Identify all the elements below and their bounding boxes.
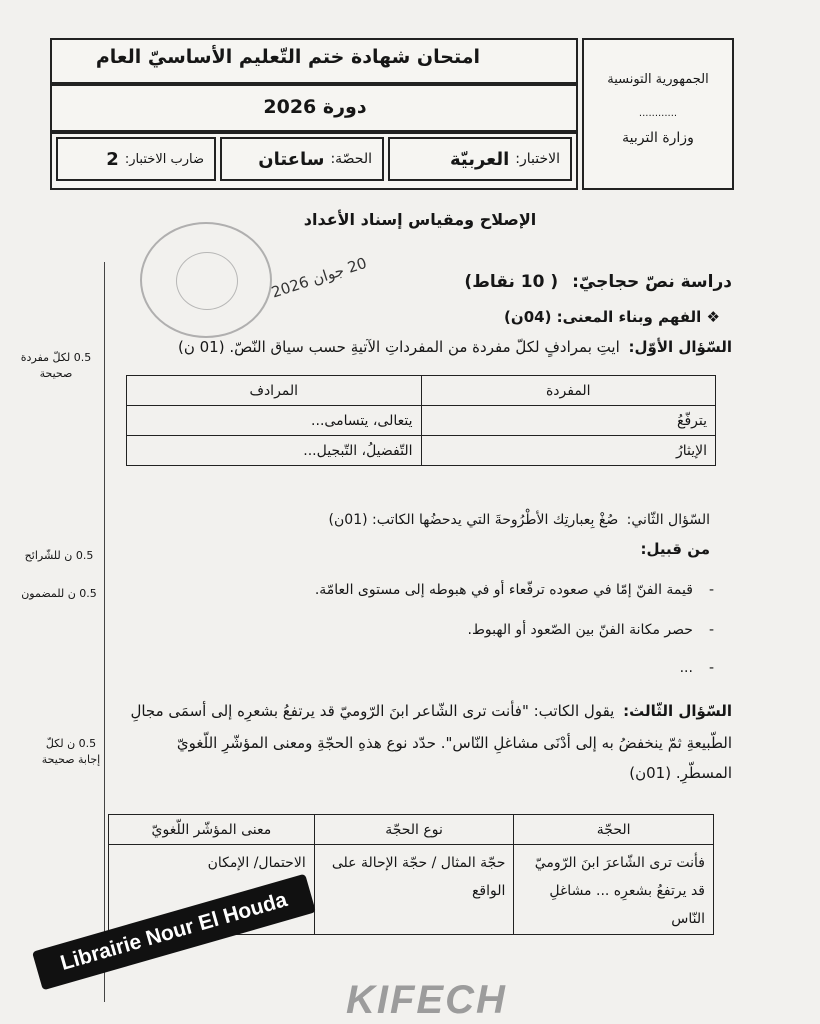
section-points: ( 10 نقاط) — [464, 272, 559, 292]
bullet-dash: - — [708, 660, 714, 676]
section-title: دراسة نصّ حجاجيّ: — [572, 272, 732, 292]
ministry-label: وزارة التربية — [622, 130, 694, 146]
stamp-date: 20 جوان 2026 — [269, 253, 369, 302]
q1-row2-word: الإيثارُ — [421, 436, 716, 466]
header-dots: ............ — [638, 108, 678, 119]
duration-cell — [220, 137, 384, 181]
q1-header-word: المفردة — [421, 376, 716, 406]
exam-title: امتحان شهادة ختم التّعليم الأساسيّ العام — [95, 46, 480, 68]
session-label: دورة 2026 — [263, 96, 367, 118]
kifech-watermark: KIFECH — [346, 978, 507, 1022]
q1-header-synonym: المرادف — [127, 376, 422, 406]
q2-text: صُغْ بِعبارتِك الأطْرُوحةَ التي يدحضُها الكاتب: (01ن) — [328, 512, 619, 528]
q3-cell-argument: فأنت ترى الشّاعرَ ابنَ الرّوميّ قد يرتفعُ بشعرِه ... مشاغلِ النّاس — [514, 845, 714, 935]
bullet-dash: - — [708, 622, 714, 638]
q3-text-2: الطّبيعةِ ثمّ ينخفضُ به إلى أدْنَى مشاغلِ النّاس". حدّد نوع هذهِ الحجّةِ ومعنى المؤشّرِ اللّغويّ — [176, 734, 732, 752]
q3-line-1 — [130, 702, 732, 720]
margin-note-3: 0.5 ن للمضمون — [21, 587, 97, 600]
q3-header-type: نوع الحجّة — [314, 815, 514, 845]
q2-intro: من قبيل: — [640, 540, 710, 558]
q2-item-2: -حصر مكانة الفنّ بين الصّعود أو الهبوط. — [467, 622, 714, 638]
coef-value: 2 — [106, 148, 119, 170]
q3-header-argument: الحجّة — [514, 815, 714, 845]
q3-text-1: يقول الكاتب: "فأنت ترى الشّاعر ابنَ الرّوميّ قد يرتفعُ بشعرِه إلى أسمَى مجالِ — [130, 702, 615, 720]
coef-cell — [56, 137, 216, 181]
q3-label: السّؤال الثّالث: — [623, 702, 732, 720]
subject-cell — [388, 137, 572, 181]
official-stamp — [140, 222, 272, 338]
stamp-inner-ring — [176, 252, 238, 310]
doc-title: الإصلاح ومقياس إسناد الأعداد — [303, 210, 537, 229]
q1-label: السّؤال الأوّل: — [628, 338, 732, 356]
q1-row1-synonym: يتعالى، يتسامى... — [127, 406, 422, 436]
q3-text-3: المسطّرِ. (01ن) — [629, 764, 732, 782]
q3-cell-meaning: الاحتمال/ الإمكان — [109, 845, 315, 935]
q2-label: السّؤال الثّاني: — [626, 512, 710, 528]
section-subtitle: ❖ الفهم وبناء المعنى: (04ن) — [504, 308, 720, 326]
duration-value: ساعتان — [258, 148, 325, 170]
q2-item-1: -قيمة الفنّ إمّا في صعوده ترفّعاء أو في هبوطه إلى مستوى العامّة. — [314, 582, 714, 598]
margin-line — [104, 262, 105, 1002]
duration-label: الحصّة: — [330, 151, 372, 167]
subject-value: العربيّة — [449, 148, 510, 170]
q1-line — [178, 338, 732, 356]
republic-label: الجمهورية التونسية — [607, 72, 709, 87]
margin-note-4: 0.5 ن لكلّ إجابة صحيحة — [41, 737, 101, 766]
q2-line — [329, 512, 710, 528]
q1-text: ايتِ بمرادفٍ لكلّ مفردة من المفرداتِ الآتيةِ حسب سياق النّصّ. (01 ن) — [177, 338, 620, 356]
section-title-line — [464, 272, 732, 292]
q1-table — [126, 375, 716, 466]
q3-cell-type: حجّة المثال / حجّة الإحالة على الواقع — [314, 845, 514, 935]
coef-label: ضارب الاختبار: — [124, 151, 204, 167]
q2-item-3: -... — [679, 660, 714, 676]
bullet-dash: - — [708, 582, 714, 598]
margin-note-1: 0.5 لكلّ مفردة صحيحة — [20, 351, 92, 380]
librairie-watermark: Librairie Nour El Houda — [32, 874, 316, 991]
subject-label: الاختبار: — [515, 151, 560, 167]
q3-header-meaning: معنى المؤشّر اللّغويّ — [109, 815, 315, 845]
q1-row2-synonym: التّفضيلُ، التّبجيل... — [127, 436, 422, 466]
q1-row1-word: يترفّعُ — [421, 406, 716, 436]
margin-note-2: 0.5 ن للشّرائح — [24, 549, 94, 562]
